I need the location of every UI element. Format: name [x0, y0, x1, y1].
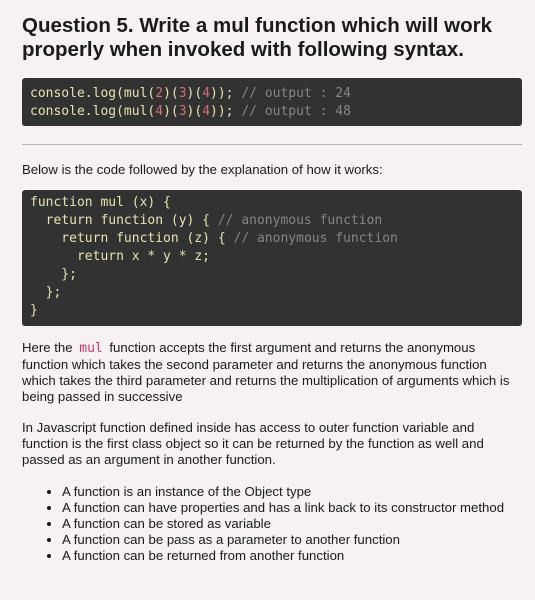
code-comment: // output : 48 — [241, 104, 351, 119]
code-token: return x * y * z; — [30, 249, 211, 264]
inline-code-mul: mul — [79, 341, 103, 356]
function-facts-list — [22, 484, 522, 564]
code-token: )( — [186, 86, 203, 101]
code-token: }; — [30, 285, 62, 300]
code-token: )( — [163, 86, 179, 101]
list-item: • A function can have properties and has a link back to its constructor method — [62, 500, 522, 516]
code-token: } — [30, 303, 38, 318]
code-token: console.log(mul( — [30, 86, 156, 101]
question-heading: Question 5. Write a mul function which will work properly when invoked with following syntax. — [22, 14, 493, 61]
code-token: console.log(mul( — [30, 104, 156, 119]
code-number: 4 — [202, 86, 211, 101]
code-token: }; — [30, 267, 77, 282]
intro-text: Below is the code followed by the explanation of how it works: — [22, 162, 383, 177]
code-comment: // output : 24 — [241, 86, 351, 101]
code-number: 3 — [178, 86, 187, 101]
code-token: )( — [186, 104, 203, 119]
code-token: return function (z) { — [30, 231, 234, 246]
list-item: • A function can be stored as variable — [62, 516, 522, 532]
code-comment: // anonymous function — [217, 213, 383, 228]
code-token: )); — [210, 86, 242, 101]
explanation-prefix: Here the — [22, 340, 77, 355]
code-token: function mul (x) { — [30, 195, 171, 210]
code-line — [30, 103, 514, 121]
explanation-paragraph — [22, 340, 522, 405]
code-number: 3 — [178, 104, 187, 119]
code-line — [30, 248, 514, 266]
code-token: )); — [210, 104, 242, 119]
code-token: return function (y) { — [30, 213, 218, 228]
code-comment: // anonymous function — [233, 231, 398, 246]
explanation-suffix: function accepts the first argument and returns the anonymous function which takes the second parameter and returns the anonymous function which takes the third parameter and returns the multiplication of arguments which is being passed in successive — [22, 340, 510, 404]
list-item: • A function is an instance of the Object type — [62, 484, 522, 500]
list-item: • A function can be returned from another function — [62, 548, 522, 564]
usage-code-block — [22, 78, 522, 126]
code-number: 4 — [155, 104, 164, 119]
code-line — [30, 85, 514, 103]
closure-paragraph: In Javascript function defined inside has access to outer function variable and function is the first class object so it can be returned by the function as well and passed as an argument in another function. — [22, 420, 484, 467]
code-number: 4 — [202, 104, 211, 119]
code-line — [30, 266, 514, 284]
code-line — [30, 284, 514, 302]
code-line — [30, 194, 514, 212]
code-line — [30, 212, 514, 230]
code-token: )( — [163, 104, 179, 119]
code-line — [30, 230, 514, 248]
section-divider — [22, 144, 522, 145]
list-item: • A function can be pass as a parameter to another function — [62, 532, 522, 548]
implementation-code-block — [22, 190, 522, 326]
code-line — [30, 302, 514, 320]
code-number: 2 — [155, 86, 164, 101]
